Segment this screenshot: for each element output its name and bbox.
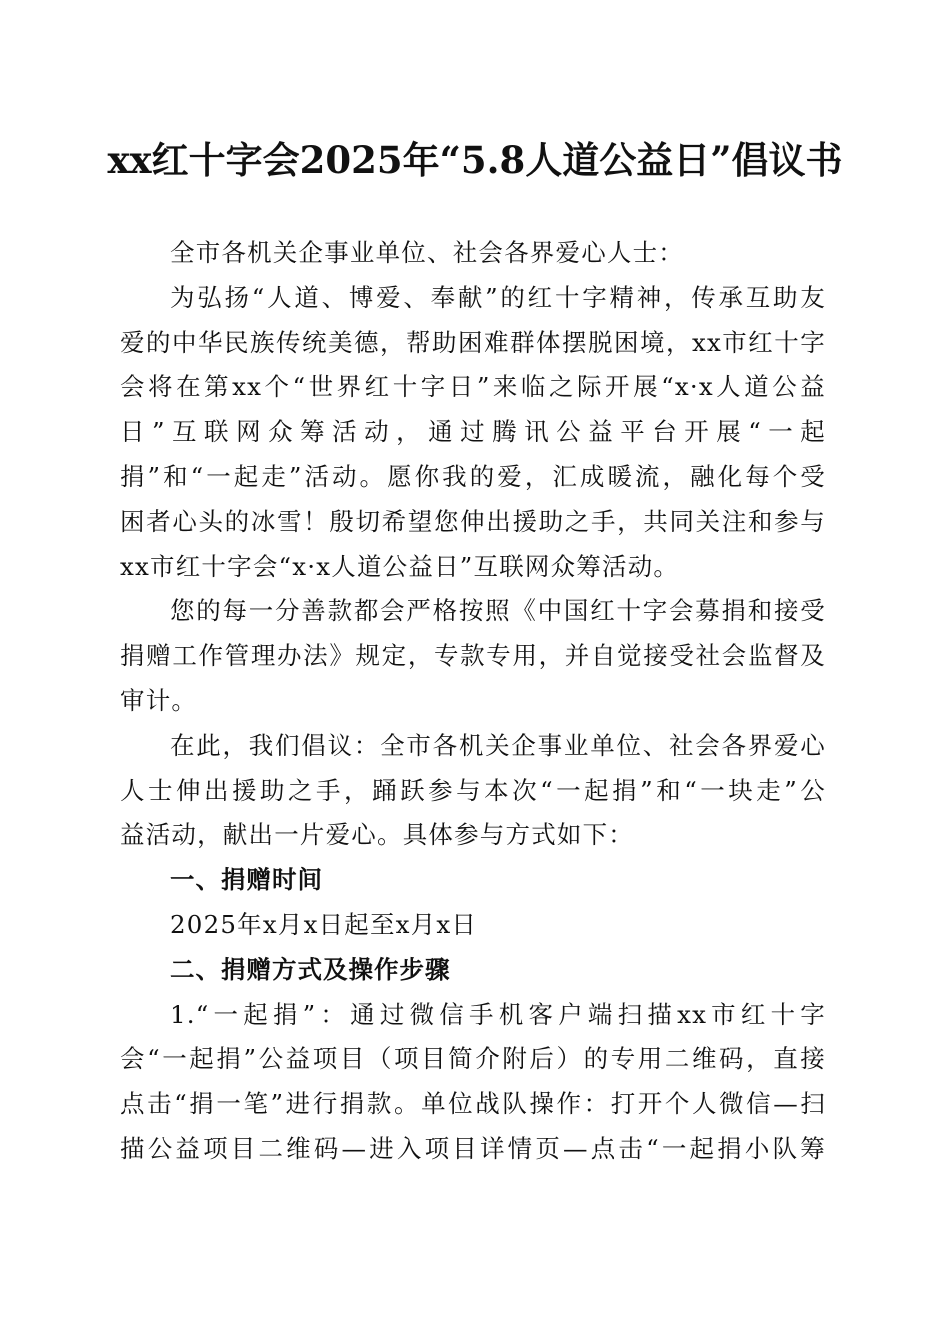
document-title: xx红十字会2025年“5.8人道公益日”倡议书	[107, 138, 843, 182]
paragraph-4	[120, 993, 826, 1172]
section-heading-donation-method: 二、捐赠方式及操作步骤	[170, 954, 451, 984]
paragraph-line: xx市红十字会“x·x人道公益日”互联网众筹活动。	[120, 551, 680, 581]
paragraph-line: 点击“捐一笔”进行捐款。单位战队操作：打开个人微信—扫	[120, 1089, 826, 1119]
paragraph-line: 困者心头的冰雪！殷切希望您伸出援助之手，共同关注和参与	[120, 506, 826, 536]
paragraph-2	[120, 589, 826, 723]
donation-time-value: 2025年x月x日起至x月x日	[170, 909, 478, 939]
paragraph-line: 爱的中华民族传统美德，帮助困难群体摆脱困境，xx市红十字	[120, 327, 826, 357]
paragraph-line: 在此，我们倡议：全市各机关企事业单位、社会各界爱心	[170, 730, 826, 760]
paragraph-line: 为弘扬“人道、博爱、奉献”的红十字精神，传承互助友	[170, 282, 826, 312]
salutation: 全市各机关企事业单位、社会各界爱心人士：	[170, 238, 684, 267]
paragraph-line: 人士伸出援助之手，踊跃参与本次“一起捐”和“一块走”公	[120, 775, 826, 805]
paragraph-line: 日”互联网众筹活动，通过腾讯公益平台开展“一起	[120, 417, 826, 447]
paragraph-1	[120, 276, 826, 590]
paragraph-line: 1.“一起捐”：通过微信手机客户端扫描xx市红十字	[170, 999, 826, 1029]
document-body	[120, 231, 826, 1172]
paragraph-line: 您的每一分善款都会严格按照《中国红十字会募捐和接受	[170, 596, 826, 626]
paragraph-line: 捐”和“一起走”活动。愿你我的爱，汇成暖流，融化每个受	[120, 461, 826, 491]
section-heading-donation-time: 一、捐赠时间	[170, 865, 323, 895]
paragraph-line: 会“一起捐”公益项目（项目简介附后）的专用二维码，直接	[120, 1044, 826, 1074]
paragraph-line: 会将在第xx个“世界红十字日”来临之际开展“x·x人道公益	[120, 372, 826, 402]
paragraph-line: 益活动，献出一片爱心。具体参与方式如下：	[120, 820, 634, 850]
paragraph-3	[120, 724, 826, 858]
paragraph-line: 捐赠工作管理办法》规定，专款专用，并自觉接受社会监督及	[120, 641, 826, 671]
paragraph-line: 审计。	[120, 685, 198, 715]
paragraph-line: 描公益项目二维码—进入项目详情页—点击“一起捐小队筹	[120, 1133, 826, 1163]
